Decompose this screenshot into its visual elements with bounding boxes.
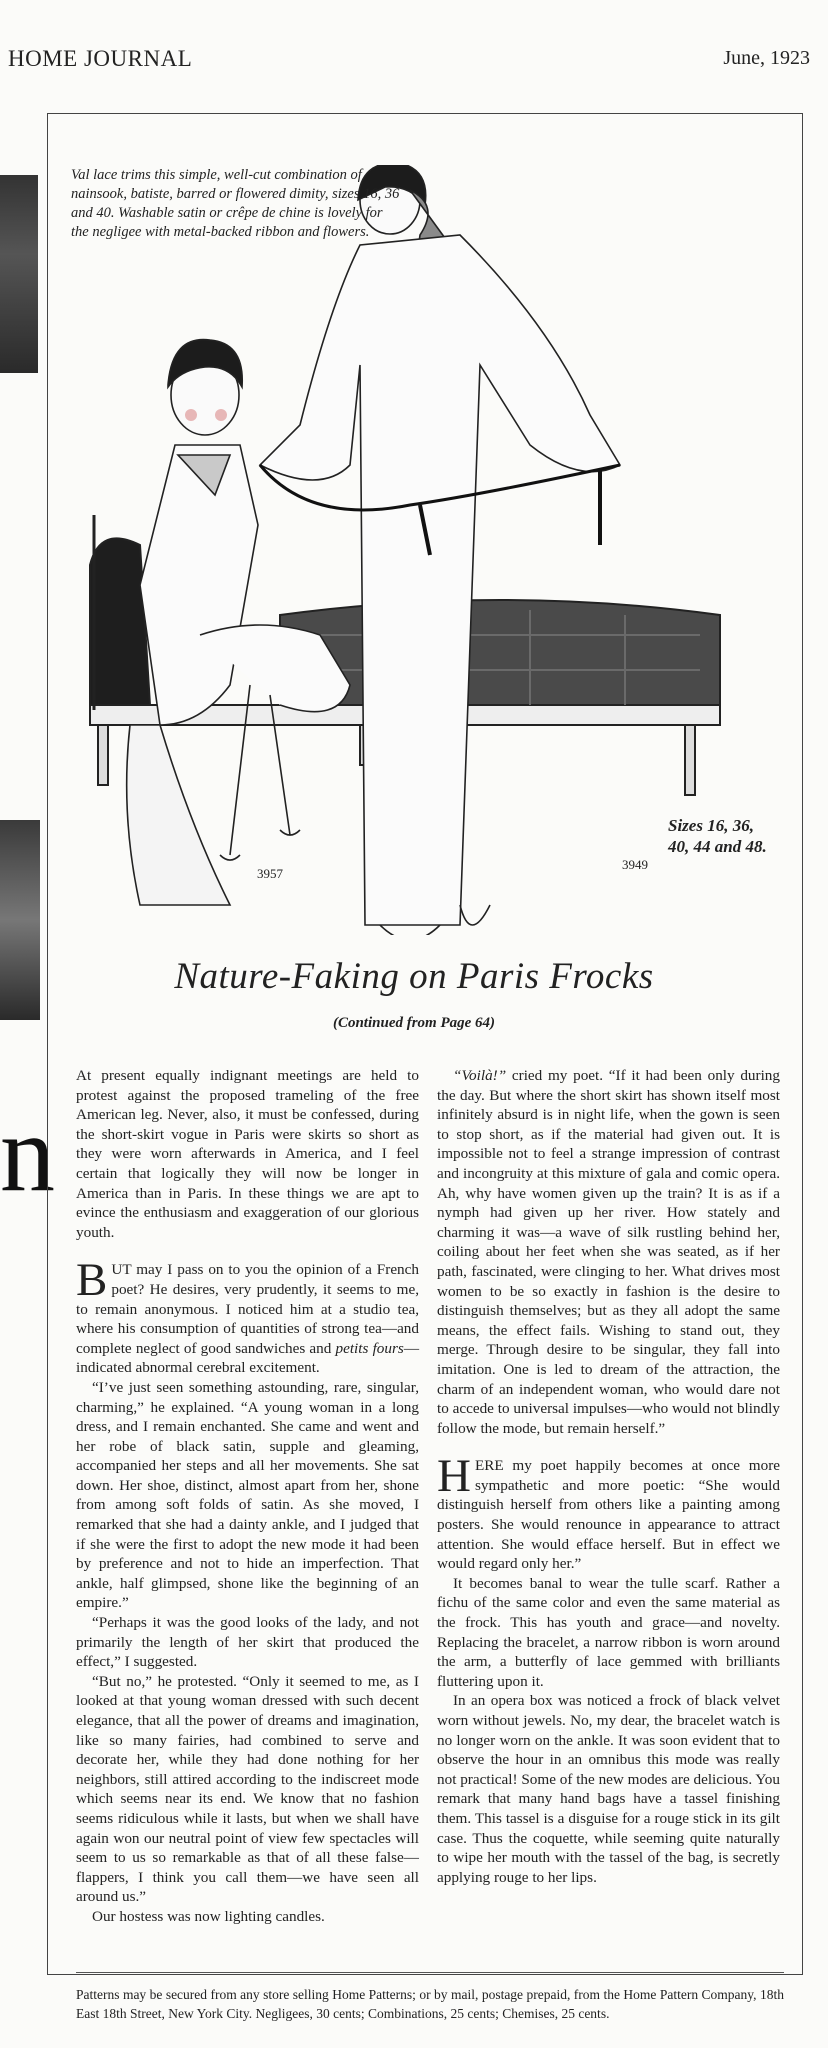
paragraph-emphasis: petits fours bbox=[335, 1339, 404, 1357]
pattern-ordering-note: Patterns may be secured from any store selling Home Patterns; or by mail, postage prepaid, from the Home Pattern Company, 18th East 18th Street, New York City. Negligees, 30 cents; Combinations, 25 cents; Chemises, 25 cents. bbox=[76, 1987, 784, 2021]
paragraph: Our hostess was now lighting candles. bbox=[92, 1907, 325, 1925]
article-title: Nature-Faking on Paris Frocks bbox=[174, 956, 654, 997]
paragraph-text: cried my poet. “If it had been only during the day. But where the short skirt has shown itself most infinitely absurd is in night life, when the gown is seen to stop short, as if the material had given out. It is impossible not to feel a strange impression of contrast and incongruity at this mixture of gala and comic opera. Ah, why have women given up the train? It is as if a nymph had given up her river. How stately and charming it was—a wave of silk rustling behind her, coiling about her feet when she was seated, as if her path, fascinated, were clinging to her. What drives most women to be so exactly in fashion is the desire to distinguish themselves; but as they all adopt the same means, the effect fails. Wishing to stand out, they merge. Through desire to be singular, they fall into imitation. One is led to dream of the attraction, the charm of an independent woman, who would dare not to accede to universal impulses—who would not blindly follow the mode, but remain herself.” bbox=[437, 1067, 780, 1437]
paragraph-text: UT may I pass on to you the opinion of a French poet? He desires, very prudently, it seems to me, to remain anonymous. I noticed him at a studio tea, where his consumption of quantities of strong tea—and complete neglect of good sandwiches and bbox=[76, 1261, 419, 1357]
article-column-left bbox=[76, 1066, 419, 1927]
illustration-caption: Val lace trims this simple, well-cut combination of nainsook, batiste, barred or flowered dimity, sizes 16, 36 and 40. Washable satin or crêpe de chine is lovely for the negligee with metal-backed ribbon and flowers. bbox=[71, 167, 400, 240]
drop-cap: H bbox=[437, 1450, 471, 1503]
magazine-name: HOME JOURNAL bbox=[8, 46, 193, 71]
pattern-number-combination: 3957 bbox=[257, 866, 283, 881]
paragraph: It becomes banal to wear the tulle scarf. Rather a fichu of the same color and even the same material as the frock. This has youth and grace—and novelty. Replacing the bracelet, a narrow ribbon is worn around the arm, a butterfly of lace gemmed with brilliants fluttering upon it. bbox=[437, 1574, 780, 1690]
standing-figure bbox=[260, 165, 620, 935]
article-subtitle: (Continued from Page 64) bbox=[332, 1015, 496, 1031]
drop-cap: B bbox=[76, 1254, 108, 1307]
footer-divider bbox=[76, 1972, 784, 1973]
paragraph: “I’ve just seen something astounding, rare, singular, charming,” he explained. “A young woman in a long dress, and I remain enchanted. She came and went and her robe of black satin, supple and gleaming, accompanied her steps and all her movements. She sat down. Her shoe, distinct, almost apart from her, shone from among soft folds of satin. As she moved, I remarked that she had a dainty ankle, and I judged that if she were the first to adopt the new mode it had been by preference and not to hide an imperfection. That ankle, half glimpsed, shone like the beginning of an empire.” bbox=[76, 1378, 419, 1612]
paragraph: “Perhaps it was the good looks of the lady, and not primarily the length of her skirt that produced the effect,” I suggested. bbox=[76, 1614, 419, 1671]
paragraph-emphasis: “Voilà!” bbox=[453, 1067, 507, 1084]
paragraph-dropcap bbox=[76, 1254, 419, 1378]
article-column-right bbox=[437, 1066, 780, 1887]
paragraph-text: ERE my poet happily becomes at once more sympathetic and more poetic: “She would distinguish herself from others like a painting among posters. She would renounce in appearance to attract attention. She would efface herself. But in effect we would regard only her.” bbox=[437, 1457, 780, 1573]
paragraph: “But no,” he protested. “Only it seemed to me, as I looked at that young woman dressed with such decent elegance, that all the power of dreams and imagination, like so many fairies, had combined to serve and decorate her, while they had done nothing for her neighbors, still attired according to the indiscreet mode which seems near its end. We know that no fashion seems ridiculous while it lasts, but when we shall have again won our neutral point of view few spectacles will seem to us so remarkable as that of all these false—flappers, I think you call them—we have seen all around us.” bbox=[76, 1672, 419, 1906]
facing-page-bleed-top bbox=[0, 175, 38, 373]
issue-date: June, 1923 bbox=[723, 47, 810, 69]
pattern-number-negligee: 3949 bbox=[622, 857, 648, 872]
facing-page-bleed-letter: n bbox=[0, 1092, 55, 1214]
running-header bbox=[0, 44, 828, 78]
paragraph: In an opera box was noticed a frock of black velvet worn without jewels. No, my dear, the bracelet watch is no longer worn on the ankle. It was soon evident that to observe the hour in an omnibus this mode was really not practical! Some of the new modes are delicious. You remark that many hand bags have a tassel finishing them. This tassel is a disguise for a rouge stick in its gilt case. Thus the coquette, while seeming quite naturally to wipe her mouth with the tassel of the bag, is secretly applying rouge to her lips. bbox=[437, 1692, 780, 1886]
paragraph bbox=[437, 1066, 780, 1438]
paragraph-dropcap bbox=[437, 1450, 780, 1574]
paragraph: At present equally indignant meetings are held to protest against the proposed trameling of the free American leg. Never, also, it must be confessed, during the short-skirt vogue in Paris were skirts so short as they were worn afterwards in America, and I feel certain that logically they will now be longer in America than in Paris. In these things we are apt to evince the enthusiasm and exaggeration of our glorious youth. bbox=[76, 1067, 419, 1241]
paragraph-text: —indicated abnormal cerebral excitement. bbox=[76, 1339, 419, 1377]
negligee-sizes: Sizes 16, 36, 40, 44 and 48. bbox=[668, 816, 767, 856]
